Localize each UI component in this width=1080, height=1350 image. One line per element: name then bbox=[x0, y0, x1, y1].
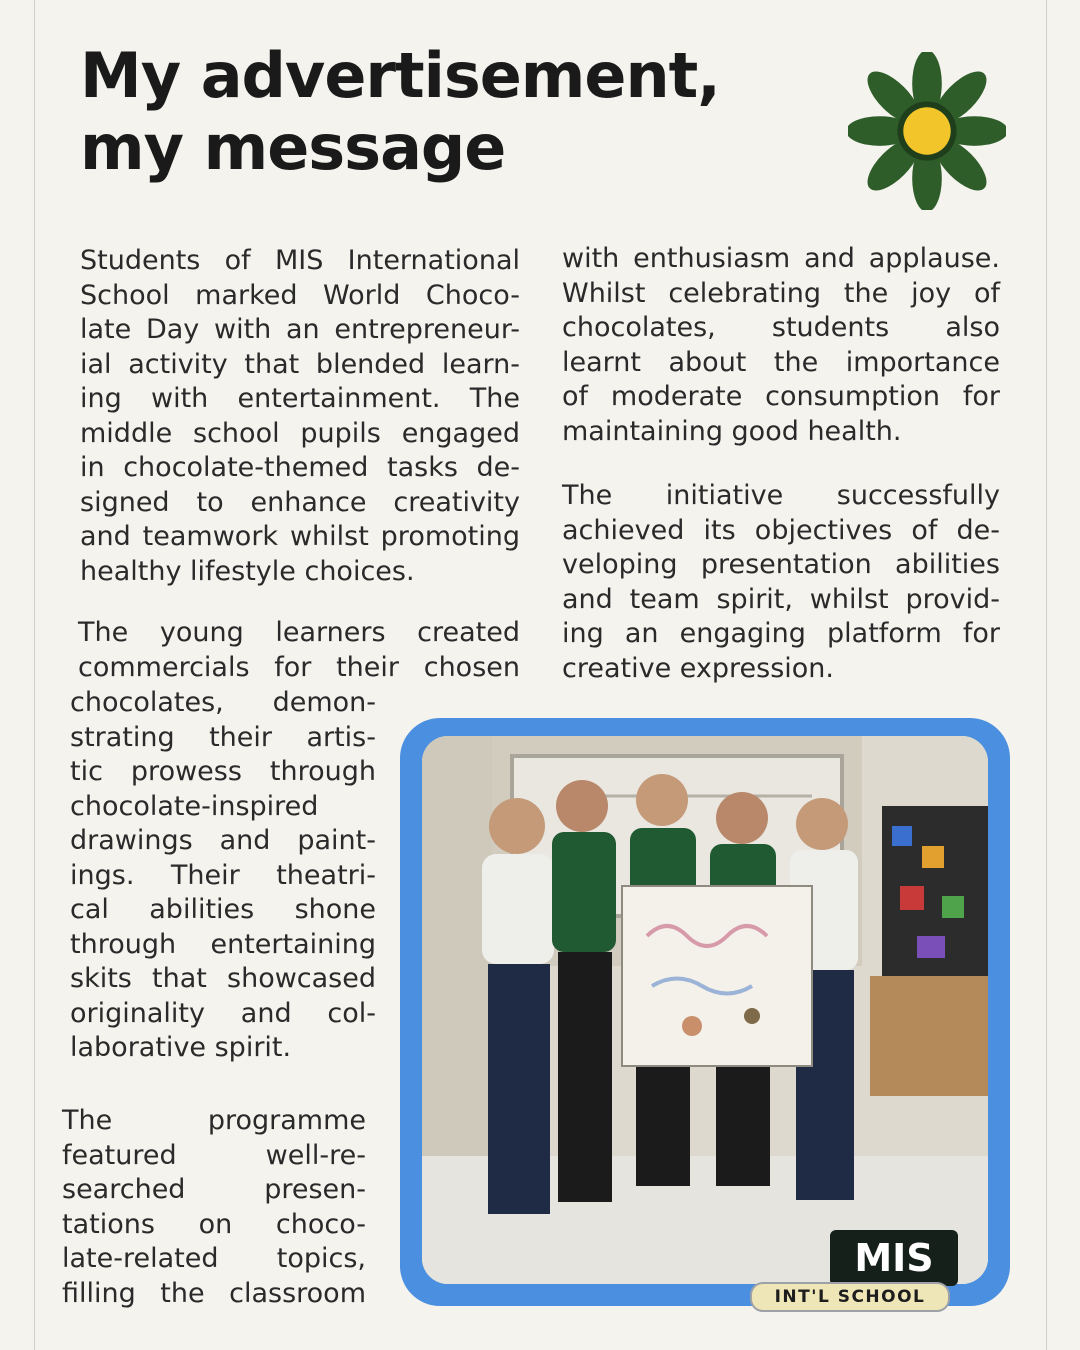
article-column-1-para3 bbox=[62, 1104, 366, 1311]
text-line: featured well-re- bbox=[62, 1139, 366, 1171]
text-line: filling the classroom bbox=[62, 1277, 366, 1309]
text-line: late-related topics, bbox=[62, 1243, 366, 1274]
photo-frame bbox=[400, 718, 1010, 1306]
column-rule-right bbox=[1046, 0, 1047, 1350]
text-line: drawings and paint- bbox=[70, 825, 376, 856]
flower-icon bbox=[848, 52, 1006, 210]
text-line: chocolate-inspired bbox=[70, 790, 319, 822]
text-line: middle school pupils engaged bbox=[80, 417, 520, 449]
text-line: signed to enhance creativity bbox=[80, 486, 520, 518]
text-line: creative expression. bbox=[562, 652, 834, 684]
paragraph-col2-2 bbox=[562, 479, 1000, 686]
text-line: School marked World Choco- bbox=[80, 279, 520, 311]
text-line: healthy lifestyle choices. bbox=[80, 555, 415, 587]
text-line: of moderate consumption for bbox=[562, 381, 1000, 412]
text-line: laborative spirit. bbox=[70, 1032, 292, 1063]
paragraph-1 bbox=[80, 244, 520, 589]
text-line: ial activity that blended learn- bbox=[80, 348, 520, 380]
text-line: in chocolate-themed tasks de- bbox=[80, 452, 520, 483]
text-line: The initiative successfully bbox=[562, 480, 1000, 511]
column-rule-left bbox=[34, 0, 35, 1350]
text-line: ing an engaging platform for bbox=[562, 618, 1000, 649]
text-line: ing with entertainment. The bbox=[80, 383, 520, 414]
text-line: chocolates, demon- bbox=[70, 687, 376, 718]
text-line: strating their artis- bbox=[70, 721, 376, 753]
headline-line-1: My advertisement, bbox=[80, 39, 720, 112]
article-column-1-para2-wide bbox=[78, 616, 520, 685]
text-line: The young learners created bbox=[78, 617, 520, 648]
article-column-1-para2-narrow bbox=[70, 686, 376, 1066]
text-line: tic prowess through bbox=[70, 756, 376, 787]
text-line: chocolates, students also bbox=[562, 312, 1000, 343]
text-line: learnt about the importance bbox=[562, 346, 1000, 378]
headline bbox=[80, 40, 720, 184]
classroom-photo bbox=[422, 736, 988, 1284]
headline-line-2: my message bbox=[80, 111, 506, 184]
text-line: searched presen- bbox=[62, 1174, 366, 1205]
school-badge-subtitle: INT'L SCHOOL bbox=[750, 1282, 950, 1312]
paragraph-col2-1 bbox=[562, 242, 1000, 449]
text-line: skits that showcased bbox=[70, 963, 376, 994]
text-line: late Day with an entrepreneur- bbox=[80, 314, 520, 345]
text-line: commercials for their chosen bbox=[78, 651, 520, 683]
text-line: Students of MIS International bbox=[80, 245, 520, 276]
text-line: originality and col- bbox=[70, 997, 376, 1029]
classroom-photo-illustration bbox=[422, 736, 988, 1284]
text-line: through entertaining bbox=[70, 928, 376, 960]
text-line: The programme bbox=[62, 1105, 366, 1136]
article-column-2 bbox=[562, 242, 1000, 686]
flower-center bbox=[903, 107, 950, 154]
school-badge: MIS bbox=[830, 1230, 958, 1286]
article-column-1 bbox=[80, 244, 520, 589]
text-line: Whilst celebrating the joy of bbox=[562, 277, 1000, 309]
text-line: achieved its objectives of de- bbox=[562, 514, 1000, 546]
text-line: maintaining good health. bbox=[562, 415, 902, 447]
text-line: and team spirit, whilst provid- bbox=[562, 583, 1000, 615]
text-line: with enthusiasm and applause. bbox=[562, 243, 1000, 274]
text-line: and teamwork whilst promoting bbox=[80, 521, 520, 552]
text-line: veloping presentation abilities bbox=[562, 549, 1000, 580]
poster bbox=[622, 886, 812, 1066]
text-line: ings. Their theatri- bbox=[70, 859, 376, 891]
text-line: tations on choco- bbox=[62, 1208, 366, 1240]
text-line: cal abilities shone bbox=[70, 894, 376, 925]
